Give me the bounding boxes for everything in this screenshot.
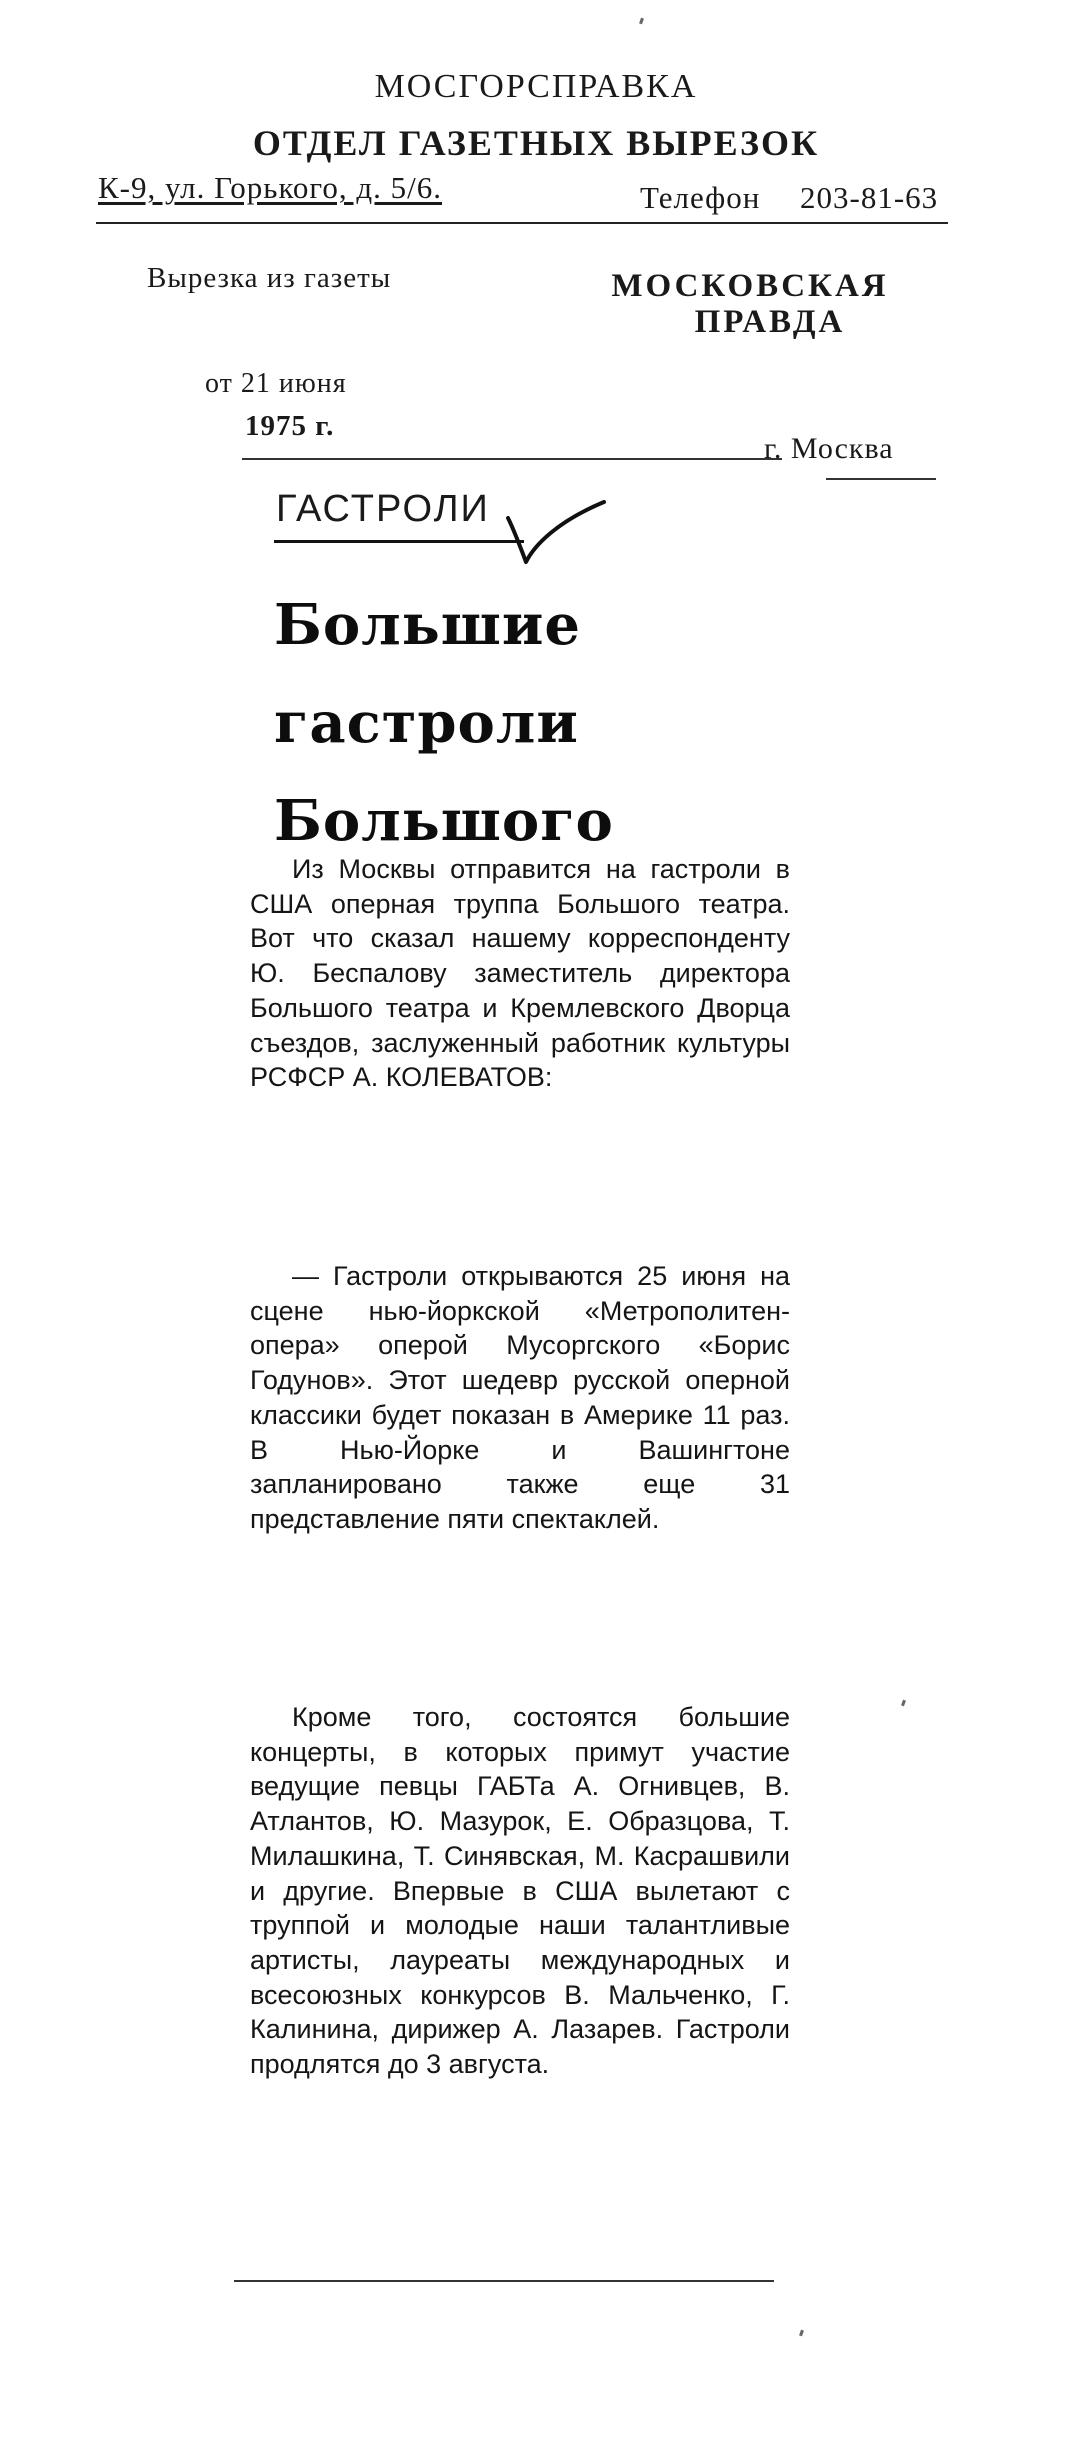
phone-label: Телефон — [640, 180, 761, 215]
article-end-divider — [234, 2280, 774, 2282]
paragraph-3-text: Кроме того, состоятся большие концерты, в которых примут участие ведущие певцы ГАБТа А. Огнивцев, В. Атлантов, Ю. Мазурок, Е. Образцова, Т. Милашкина, Т. Синявская, М. Касрашвили и другие. Впервые в США вылетают с труппой и молодые наши талантливые артисты, лауреаты международных и всесоюзных конкурсов В. Мальченко, Г. Калинина, дирижер А. Лазарев. Гастроли продлятся до 3 августа. — [250, 1702, 790, 2080]
article-paragraph-1 — [250, 852, 790, 1095]
organization-title: МОСГОРСПРАВКА — [374, 68, 698, 105]
city-label: г. Москва — [764, 432, 894, 465]
newspaper-name-line1: МОСКОВСКАЯ — [611, 268, 889, 304]
paragraph-2-text: — Гастроли открываются 25 июня на сцене нью-йоркской «Метрополитен-опера» оперой Мусоргского «Борис Годунов». Этот шедевр русской оперной классики будет показан в Америке 11 раз. В Нью-Йорке и Вашингтоне запланировано также еще 31 представление пяти спектаклей. — [250, 1261, 790, 1534]
article-paragraph-2 — [250, 1259, 790, 1537]
paper-speck — [901, 1700, 906, 1707]
department-title: ОТДЕЛ ГАЗЕТНЫХ ВЫРЕЗОК — [252, 123, 820, 163]
headline-line2: гастроли — [274, 690, 579, 756]
article-paragraph-3 — [250, 1700, 790, 2082]
article-headline — [274, 576, 734, 870]
article-rubric: ГАСТРОЛИ — [276, 488, 490, 530]
handwritten-checkmark-icon — [500, 490, 610, 570]
date-divider — [242, 458, 782, 460]
city-underline — [826, 478, 936, 480]
headline-line1: Большие — [274, 592, 582, 658]
year-label: 1975 г. — [245, 410, 335, 442]
newspaper-name-line2: ПРАВДА — [694, 304, 846, 340]
rubric-underline — [274, 540, 524, 543]
address-line: К-9, ул. Горького, д. 5/6. — [98, 170, 443, 205]
header-divider — [96, 222, 948, 224]
paragraph-1-text: Из Москвы отправится на гастроли в США оперная труппа Большого театра. Вот что сказал нашему корреспонденту Ю. Беспалову заместитель директора Большого театра и Кремлевского Дворца съездов, заслуженный работник культуры РСФСР А. КОЛЕВАТОВ: — [250, 854, 790, 1093]
paper-speck — [799, 2330, 804, 2337]
newspaper-name — [600, 268, 900, 340]
date-label: от 21 июня — [205, 368, 347, 399]
clipping-label: Вырезка из газеты — [147, 262, 392, 294]
phone-number: 203-81-63 — [800, 180, 939, 215]
paper-speck — [639, 18, 644, 25]
headline-line3: Большого — [274, 788, 614, 854]
